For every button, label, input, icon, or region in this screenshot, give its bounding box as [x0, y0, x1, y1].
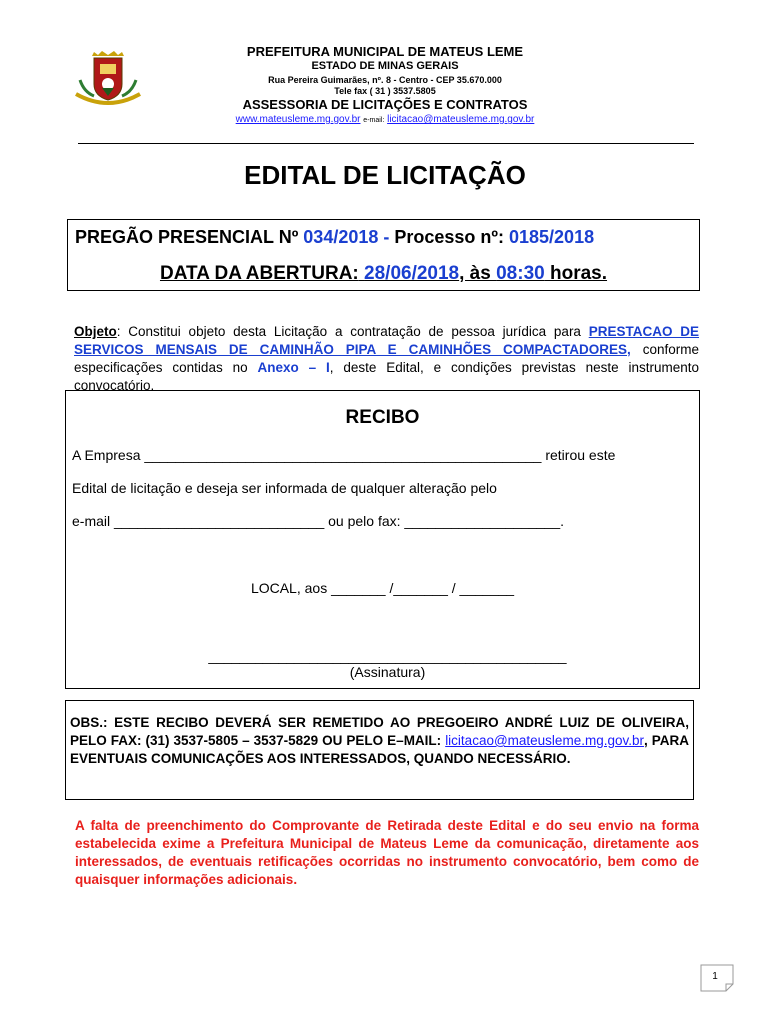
- email-link[interactable]: licitacao@mateusleme.mg.gov.br: [387, 114, 535, 125]
- contact-line: [150, 114, 620, 125]
- objeto-paragraph: Objeto: Constitui objeto desta Licitação a contratação de pessoa jurídica para PRESTACAO DE SERVICOS MENSAIS DE CAMINHÃO PIPA E CAMINHÕES COMPACTADORES, conforme especificações contidas no Anexo – I, deste Edital, e condições previstas neste instrumento convocatório.: [74, 324, 699, 393]
- process-number: 0185/2018: [509, 227, 595, 247]
- obs-text: OBS.: ESTE RECIBO DEVERÁ SER REMETIDO AO PREGOEIRO ANDRÉ LUIZ DE OLIVEIRA, PELO FAX: (31) 3537-5805 – 3537-5829 OU PELO E–MAIL: licitacao@mateusleme.mg.gov.br, PARA EVENTUAIS COMUNICAÇÕES AOS INTERESSADOS, QUANDO NECESSÁRIO.: [70, 715, 689, 766]
- org-name: PREFEITURA MUNICIPAL DE MATEUS LEME: [246, 44, 524, 59]
- department: ASSESSORIA DE LICITAÇÕES E CONTRATOS: [242, 97, 528, 112]
- address: Rua Pereira Guimarães, nº. 8 - Centro - CEP 35.670.000: [268, 75, 502, 85]
- pregao-number: 034/2018: [303, 227, 379, 247]
- phone: Tele fax ( 31 ) 3537.5805: [334, 86, 436, 96]
- receipt-text: Edital de licitação e deseja ser informada de qualquer alteração pelo: [72, 480, 497, 496]
- opening-date: DATA DA ABERTURA: 28/06/2018, às 08:30 horas.: [159, 263, 608, 284]
- obs-email-link[interactable]: licitacao@mateusleme.mg.gov.br: [445, 733, 644, 748]
- company-field[interactable]: A Empresa ___________________________________________________ retirou este: [72, 447, 616, 463]
- page-number: 1: [712, 971, 718, 982]
- receipt-title: RECIBO: [345, 407, 420, 428]
- warning-text: A falta de preenchimento do Comprovante de Retirada deste Edital e do seu envio na forma estabelecida exime a Prefeitura Municipal de Mateus Leme da comunicação, diretamente aos interessados, de eventuais retificações ocorridas no instrumento convocatório, bem como de quaisquer informações adicionais.: [75, 818, 699, 887]
- signature-label: (Assinatura): [349, 664, 426, 680]
- page-title: EDITAL DE LICITAÇÃO: [244, 160, 526, 190]
- pregao-line: PREGÃO PRESENCIAL Nº 034/2018 - Processo nº: 0185/2018: [75, 227, 595, 247]
- header-divider: [78, 143, 694, 144]
- page-number-badge: [700, 964, 734, 992]
- receipt-box: [65, 390, 700, 689]
- signature-line[interactable]: ______________________________________________: [208, 648, 567, 664]
- email-label: e-mail:: [363, 117, 385, 124]
- state-name: ESTADO DE MINAS GERAIS: [311, 60, 459, 72]
- coat-of-arms-logo: [72, 50, 144, 110]
- website-link[interactable]: www.mateusleme.mg.gov.br: [235, 114, 361, 125]
- local-date-field[interactable]: LOCAL, aos _______ /_______ / _______: [250, 580, 515, 596]
- email-fax-field[interactable]: e-mail ___________________________ ou pelo fax: ____________________.: [72, 513, 565, 529]
